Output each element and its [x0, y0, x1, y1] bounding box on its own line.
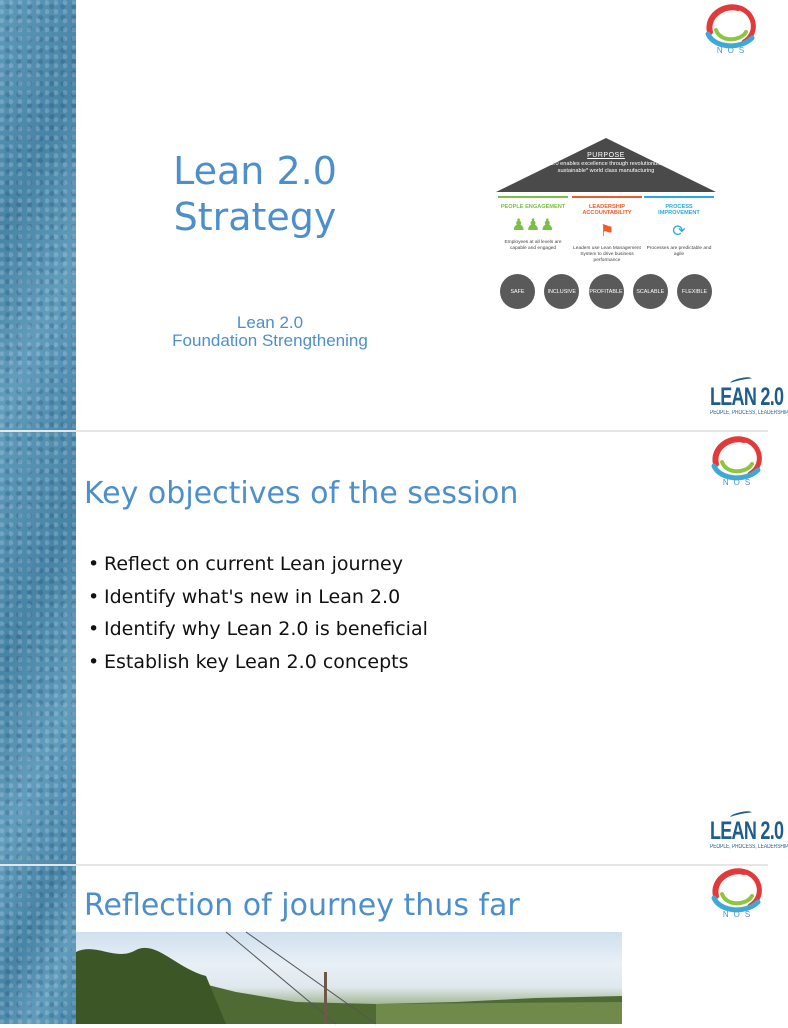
- lean-2-logo: [710, 383, 788, 416]
- slide-separator: [0, 430, 768, 432]
- nos-label: NOS: [716, 46, 750, 55]
- pillar-title: PROCESS IMPROVEMENT: [658, 204, 700, 216]
- nos-ring-icon: [706, 866, 768, 910]
- value-circle: INCLUSIVE: [544, 274, 579, 309]
- people-icon: ♟♟♟: [511, 217, 555, 234]
- leadership-icon: ⚑: [599, 223, 615, 240]
- nos-label: NOS: [722, 478, 756, 487]
- slide-title: Reflection of journey thus far: [84, 888, 520, 923]
- values-row: [500, 274, 712, 309]
- lean-house-diagram: [496, 138, 716, 313]
- list-item: • Identify what's new in Lean 2.0: [88, 585, 401, 608]
- value-circle: FLEXIBLE: [677, 274, 712, 309]
- pillar-desc: Leaders use Lean Management System to drive business performance: [573, 246, 641, 263]
- value-circle: SAFE: [500, 274, 535, 309]
- pillar-desc: Processes are predictable and agile: [646, 246, 712, 257]
- pillar-title: LEADERSHIP ACCOUNTABILITY: [582, 204, 632, 216]
- pillar-title: PEOPLE ENGAGEMENT: [500, 204, 566, 210]
- objectives-list: [88, 548, 428, 678]
- roof-content: [536, 152, 676, 175]
- nos-ring-icon: [706, 434, 768, 478]
- pillar-bar: [644, 196, 714, 198]
- nos-label: NOS: [722, 910, 756, 919]
- nos-ring-icon: [700, 2, 762, 46]
- slide-title: Lean 2.0 Strategy: [173, 149, 337, 239]
- purpose-label: PURPOSE: [587, 152, 625, 159]
- lean-logo-tag: PEOPLE, PROCESS, LEADERSHIP: [710, 410, 788, 416]
- slide-separator: [0, 864, 768, 866]
- value-circle: SCALABLE: [633, 274, 668, 309]
- blue-texture-strip: [0, 866, 76, 1024]
- nos-logo: [702, 434, 772, 487]
- nos-logo: [696, 2, 766, 55]
- value-circle: PROFITABLE: [589, 274, 624, 309]
- list-item: • Establish key Lean 2.0 concepts: [88, 650, 409, 673]
- pillar-people: [498, 196, 568, 252]
- nos-logo: [702, 866, 772, 919]
- purpose-text: Lean 2.0 enables excellence through revolutionized and sustainable* world class manufacturing: [536, 161, 676, 174]
- pillar-bar: [572, 196, 642, 198]
- pillar-desc: Employees at all levels are capable and engaged: [504, 240, 562, 251]
- slide-subtitle: [130, 314, 410, 350]
- pillar-bar: [498, 196, 568, 198]
- lean-logo-word: LEAN 2.0: [710, 817, 784, 845]
- blue-texture-strip: [0, 432, 76, 864]
- list-item: • Reflect on current Lean journey: [88, 553, 403, 575]
- lean-logo-tag: PEOPLE, PROCESS, LEADERSHIP: [710, 844, 788, 850]
- landscape-photo: [76, 932, 622, 1024]
- blue-texture-strip: [0, 0, 76, 430]
- lean-2-logo: [710, 817, 788, 850]
- cycle-icon: ⟳: [672, 223, 686, 240]
- lean-logo-word: LEAN 2.0: [710, 383, 784, 411]
- subtitle-line: Lean 2.0: [236, 313, 304, 332]
- list-item: • Identify why Lean 2.0 is beneficial: [88, 618, 428, 640]
- subtitle-line: Foundation Strengthening: [172, 331, 368, 350]
- pillar-process: [644, 196, 714, 258]
- slide-title: Key objectives of the session: [84, 476, 519, 511]
- pillar-leadership: [572, 196, 642, 264]
